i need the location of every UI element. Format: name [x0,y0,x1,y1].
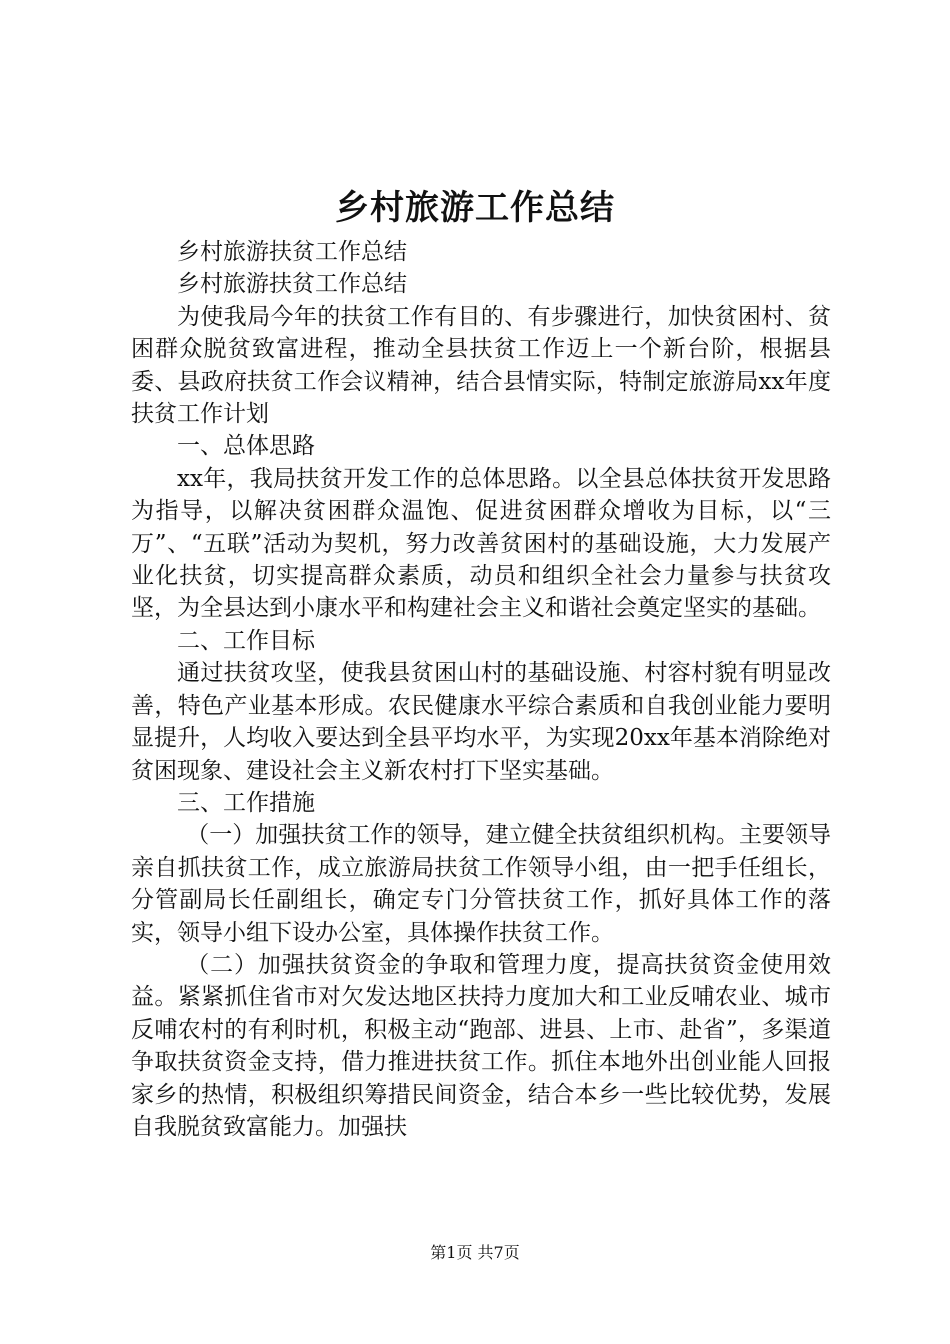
section-heading: 二、工作目标 [177,627,315,654]
section-heading: 三、工作措施 [177,789,315,816]
body-paragraph: （一）加强扶贫工作的领导，建立健全扶贫组织机构。主要领导亲自抓扶贫工作，成立旅游局扶贫工作领导小组，由一把手任组长，分管副局长任副组长，确定专门分管扶贫工作，抓好具体工作的落实，领导小组下设办公室，具体操作扶贫工作。 [131,822,831,946]
section-heading: 一、总体思路 [177,433,315,460]
body-paragraph: 通过扶贫攻坚，使我县贫困山村的基础设施、村容村貌有明显改善，特色产业基本形成。农民健康水平综合素质和自我创业能力要明显提升，人均收入要达到全县平均水平，为实现20xx年基本消除绝对贫困现象、建设社会主义新农村打下坚实基础。 [131,660,831,784]
page-number-footer: 第1页 共7页 [430,1243,520,1262]
intro-paragraph: 为使我局今年的扶贫工作有目的、有步骤进行，加快贫困村、贫困群众脱贫致富进程，推动全县扶贫工作迈上一个新台阶，根据县委、县政府扶贫工作会议精神，结合县情实际，特制定旅游局xx年度扶贫工作计划 [131,303,831,428]
body-paragraph: xx年，我局扶贫开发工作的总体思路。以全县总体扶贫开发思路为指导，以解决贫困群众温饱、促进贫困群众增收为目标，以“三万”、“五联”活动为契机，努力改善贫困村的基础设施，大力发展产业化扶贫，切实提高群众素质，动员和组织全社会力量参与扶贫攻坚，为全县达到小康水平和构建社会主义和谐社会奠定坚实的基础。 [131,465,831,622]
subtitle-paragraph: 乡村旅游扶贫工作总结 [177,239,407,265]
subtitle-paragraph: 乡村旅游扶贫工作总结 [177,271,407,298]
body-paragraph: （二）加强扶贫资金的争取和管理力度，提高扶贫资金使用效益。紧紧抓住省市对欠发达地区扶持力度加大和工业反哺农业、城市反哺农村的有利时机，积极主动“跑部、进县、上市、赴省”，多渠道争取扶贫资金支持，借力推进扶贫工作。抓住本地外出创业能人回报家乡的热情，积极组织筹措民间资金，结合本乡一些比较优势，发展自我脱贫致富能力。加强扶 [131,951,831,1140]
document-title: 乡村旅游工作总结 [335,188,615,228]
document-body [131,236,831,1143]
